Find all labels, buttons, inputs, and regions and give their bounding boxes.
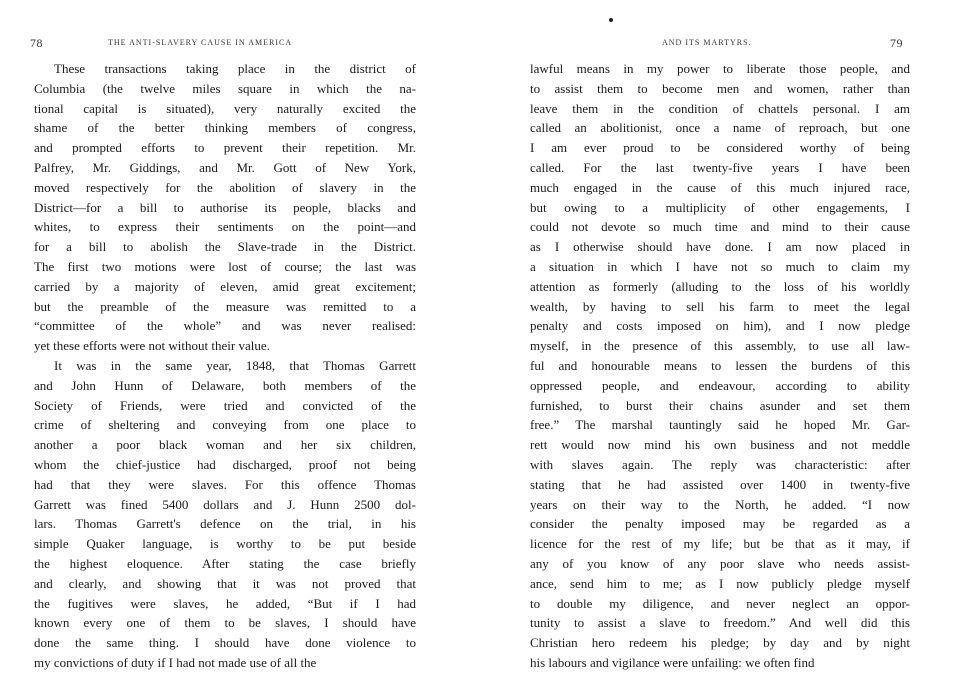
text-line: the highest eloquence. After stating the case briefly xyxy=(34,555,416,571)
text-line: to double my diligence, and never neglect an oppor- xyxy=(530,595,910,611)
text-line: free.” The marshal tauntingly said he hoped Mr. Gar- xyxy=(530,417,910,433)
text-line: shame of the better thinking members of congress, xyxy=(34,120,416,136)
text-line: I am ever proud to be considered worthy of being xyxy=(530,140,910,156)
text-line: but owing to a multiplicity of other engagements, I xyxy=(530,199,910,215)
text-line: simple Quaker language, is worthy to be put beside xyxy=(34,536,416,552)
text-line: another a poor black woman and her six children, xyxy=(34,437,416,453)
text-line: with slaves again. The reply was characteristic: after xyxy=(530,456,910,472)
text-line: and John Hunn of Delaware, both members of the xyxy=(34,377,416,393)
text-line: rett would now mind his own business and not meddle xyxy=(530,437,910,453)
text-line: moved respectively for the abolition of slavery in the xyxy=(34,179,416,195)
left-page-body xyxy=(34,59,416,673)
right-page-header xyxy=(490,36,980,50)
text-line: years on their way to the North, he added. “I now xyxy=(530,496,910,512)
text-line: Palfrey, Mr. Giddings, and Mr. Gott of New York, xyxy=(34,159,416,175)
text-line: The first two motions were lost of course; the last was xyxy=(34,258,416,274)
text-line: whom the chief-justice had discharged, proof not being xyxy=(34,456,416,472)
text-line: “committee of the whole” and was never realised: xyxy=(34,318,416,334)
text-line: and prompted efforts to prevent their repetition. Mr. xyxy=(34,140,416,156)
text-line: myself, in the presence of this assembly, to use all law- xyxy=(530,338,910,354)
text-line: lars. Thomas Garrett's defence on the trial, in his xyxy=(34,516,416,532)
left-page xyxy=(0,0,490,668)
text-line: Garrett was fined 5400 dollars and J. Hunn 2500 dol- xyxy=(34,496,416,512)
left-page-number: 78 xyxy=(30,36,43,50)
right-page-number: 79 xyxy=(890,36,903,50)
text-line: ance, send him to me; as I now publicly pledge myself xyxy=(530,575,910,591)
text-line: These transactions taking place in the district of xyxy=(54,61,416,76)
text-line: It was in the same year, 1848, that Thomas Garrett xyxy=(54,357,416,373)
text-line: as I otherwise should have done. I am now placed in xyxy=(530,239,910,255)
text-line: to assist them to become men and women, rather than xyxy=(530,80,910,96)
text-line: lawful means in my power to liberate those people, and xyxy=(530,61,910,76)
right-running-head: AND ITS MARTYRS. xyxy=(662,38,752,47)
text-line: done the same thing. I should have done violence to xyxy=(34,635,416,651)
text-line: and clearly, and showing that it was not proved that xyxy=(34,575,416,591)
text-line: called an abolitionist, once a name of reproach, but one xyxy=(530,120,910,136)
text-line: any of you know of any poor slave who needs assist- xyxy=(530,555,910,571)
text-line: could not devote so much time and mind to their cause xyxy=(530,219,910,235)
text-line: tional capital is situated), very naturally excited the xyxy=(34,100,416,116)
print-mark xyxy=(609,18,613,22)
text-line: known every one of them to be slaves, I should have xyxy=(34,615,416,631)
text-line: his labours and vigilance were unfailing: we often find xyxy=(530,654,815,670)
text-line: consider the penalty imposed may be regarded as a xyxy=(530,516,910,532)
text-line: my convictions of duty if I had not made use of all the xyxy=(34,654,317,670)
text-line: carried by a majority of eleven, amid great excitement; xyxy=(34,278,416,294)
text-line: the fugitives were slaves, he added, “But if I had xyxy=(34,595,416,611)
text-line: penalty and costs imposed on him), and I now pledge xyxy=(530,318,910,334)
text-line: ful and honourable means to lessen the burdens of this xyxy=(530,357,910,373)
right-page xyxy=(490,0,980,668)
text-line: Society of Friends, were tried and convicted of the xyxy=(34,397,416,413)
text-line: District—for a bill to authorise its people, blacks and xyxy=(34,199,416,215)
text-line: furnished, to burst their chains asunder and set them xyxy=(530,397,910,413)
text-line: yet these efforts were not without their value. xyxy=(34,338,270,354)
left-page-header xyxy=(0,36,490,50)
text-line: had that they were slaves. For this offence Thomas xyxy=(34,476,416,492)
text-line: for a bill to abolish the Slave-trade in the District. xyxy=(34,239,416,255)
text-line: but the preamble of the measure was remitted to a xyxy=(34,298,416,314)
text-line: oppressed people, and endeavour, according to ability xyxy=(530,377,910,393)
left-running-head: THE ANTI-SLAVERY CAUSE IN AMERICA xyxy=(108,38,293,47)
text-line: called. For the last twenty-five years I have been xyxy=(530,159,910,175)
text-line: licence for the rest of my life; but be that as it may, if xyxy=(530,536,910,552)
text-line: Christian hero redeem his pledge; by day and by night xyxy=(530,635,910,651)
text-line: a situation in which I have not so much to claim my xyxy=(530,258,910,274)
text-line: leave them in the condition of chattels personal. I am xyxy=(530,100,910,116)
text-line: crime of sheltering and conveying from one place to xyxy=(34,417,416,433)
text-line: attention as formerly (alluding to the loss of his worldly xyxy=(530,278,910,294)
text-line: stating that he had assisted over 1400 in twenty-five xyxy=(530,476,910,492)
text-line: wealth, by having to sell his farm to meet the legal xyxy=(530,298,910,314)
text-line: much engaged in the cause of this much injured race, xyxy=(530,179,910,195)
text-line: whites, to express their sentiments on the point—and xyxy=(34,219,416,235)
text-line: tunity to assist a slave to freedom.” And well did this xyxy=(530,615,910,631)
text-line: Columbia (the twelve miles square in which the na- xyxy=(34,80,416,96)
right-page-body xyxy=(530,59,910,673)
